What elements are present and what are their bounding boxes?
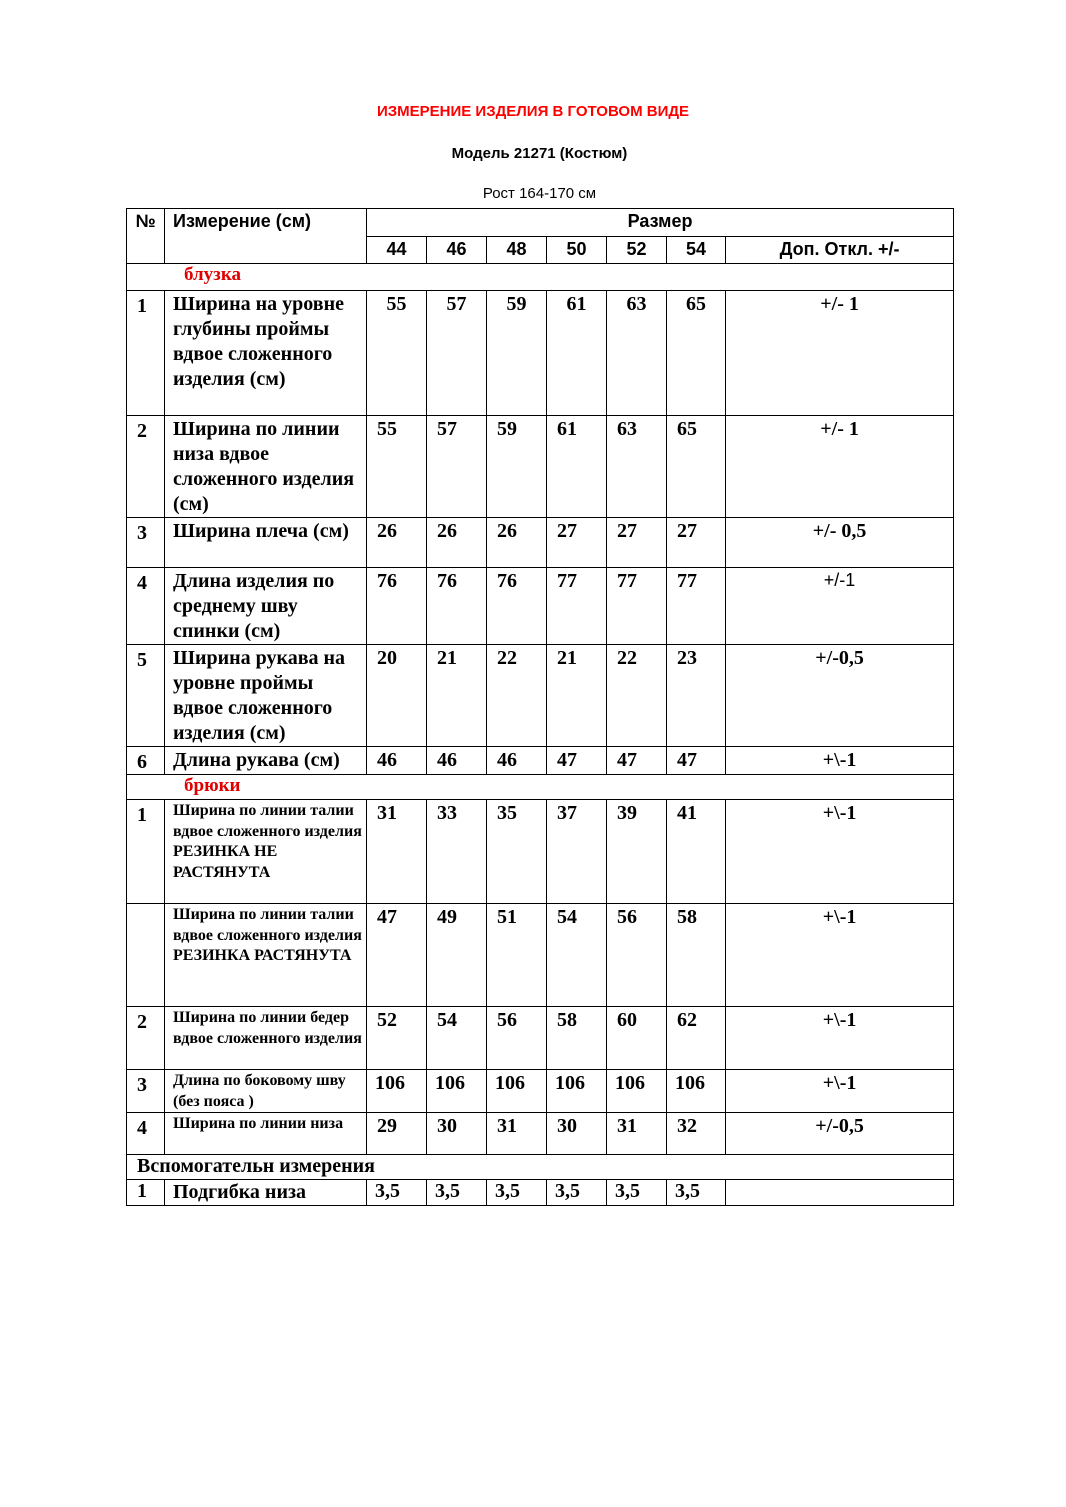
- row-number: 4: [127, 568, 165, 645]
- auxiliary-title: Вспомогательн измерения: [127, 1155, 954, 1180]
- table-row: [127, 645, 954, 747]
- row-tolerance: +\-1: [726, 800, 954, 904]
- row-value: 76: [427, 568, 487, 645]
- row-value: 59: [487, 416, 547, 518]
- row-value: 46: [367, 747, 427, 775]
- size-header: 52: [607, 237, 667, 264]
- document-title: ИЗМЕРЕНИЕ ИЗДЕЛИЯ В ГОТОВОМ ВИДЕ: [376, 103, 690, 120]
- col-num-header: №: [127, 209, 165, 264]
- row-value: 60: [607, 1007, 667, 1070]
- row-tolerance: +\-1: [726, 747, 954, 775]
- row-value: 63: [607, 416, 667, 518]
- row-value: 62: [667, 1007, 726, 1070]
- row-value: 3,5: [547, 1180, 607, 1206]
- row-value: 52: [367, 1007, 427, 1070]
- row-number: 6: [127, 747, 165, 775]
- row-label: Ширина по линии талии вдвое сложенного изделия РЕЗИНКА РАСТЯНУТА: [165, 904, 367, 1007]
- row-tolerance: +/- 1: [726, 291, 954, 416]
- row-value: 106: [427, 1070, 487, 1113]
- row-value: 58: [547, 1007, 607, 1070]
- row-value: 26: [367, 518, 427, 568]
- row-tolerance: +/- 0,5: [726, 518, 954, 568]
- size-header: 48: [487, 237, 547, 264]
- row-tolerance: +\-1: [726, 1070, 954, 1113]
- row-value: 3,5: [427, 1180, 487, 1206]
- tolerance-header: Доп. Откл. +/-: [726, 237, 954, 264]
- row-number: 1: [127, 800, 165, 904]
- row-label: Ширина по линии талии вдвое сложенного изделия РЕЗИНКА НЕ РАСТЯНУТА: [165, 800, 367, 904]
- row-tolerance: +/-0,5: [726, 645, 954, 747]
- row-tolerance: +/- 1: [726, 416, 954, 518]
- row-value: 21: [427, 645, 487, 747]
- row-value: 23: [667, 645, 726, 747]
- row-number: 2: [127, 1007, 165, 1070]
- size-header: 44: [367, 237, 427, 264]
- section-row: [127, 775, 954, 800]
- row-value: 3,5: [667, 1180, 726, 1206]
- row-value: 77: [667, 568, 726, 645]
- row-value: 22: [607, 645, 667, 747]
- row-number: 1: [127, 1180, 165, 1206]
- row-value: 65: [667, 291, 726, 416]
- row-value: 30: [427, 1113, 487, 1155]
- header-row-1: [127, 209, 954, 237]
- row-value: 31: [367, 800, 427, 904]
- row-value: 3,5: [367, 1180, 427, 1206]
- row-value: 77: [547, 568, 607, 645]
- row-value: 106: [667, 1070, 726, 1113]
- row-value: 77: [607, 568, 667, 645]
- table-row: [127, 291, 954, 416]
- row-value: 3,5: [487, 1180, 547, 1206]
- row-value: 76: [487, 568, 547, 645]
- row-value: 20: [367, 645, 427, 747]
- row-value: 31: [607, 1113, 667, 1155]
- row-value: 56: [607, 904, 667, 1007]
- table-row: [127, 800, 954, 904]
- row-value: 55: [367, 416, 427, 518]
- row-value: 76: [367, 568, 427, 645]
- row-value: 30: [547, 1113, 607, 1155]
- row-value: 27: [607, 518, 667, 568]
- row-number: [127, 904, 165, 1007]
- row-tolerance: +/-0,5: [726, 1113, 954, 1155]
- row-number: 5: [127, 645, 165, 747]
- row-tolerance: +/-1: [726, 568, 954, 645]
- row-value: 61: [547, 416, 607, 518]
- row-value: 31: [487, 1113, 547, 1155]
- row-value: 46: [427, 747, 487, 775]
- row-value: 106: [607, 1070, 667, 1113]
- row-value: 47: [607, 747, 667, 775]
- row-value: 27: [667, 518, 726, 568]
- row-value: 21: [547, 645, 607, 747]
- table-row: [127, 1180, 954, 1206]
- row-number: 1: [127, 291, 165, 416]
- row-label: Ширина по линии бедер вдвое сложенного изделия: [165, 1007, 367, 1070]
- table-row: [127, 416, 954, 518]
- table-row: [127, 1007, 954, 1070]
- row-value: 47: [667, 747, 726, 775]
- row-value: 26: [427, 518, 487, 568]
- table-row: [127, 1070, 954, 1113]
- row-value: 35: [487, 800, 547, 904]
- row-value: 46: [487, 747, 547, 775]
- table-row: [127, 1113, 954, 1155]
- section-title: брюки: [127, 775, 954, 800]
- row-tolerance: +\-1: [726, 1007, 954, 1070]
- row-value: 59: [487, 291, 547, 416]
- row-label: Ширина по линии низа вдвое сложенного изделия (см): [165, 416, 367, 518]
- row-label: Подгибка низа: [165, 1180, 367, 1206]
- size-header: 54: [667, 237, 726, 264]
- row-label: Ширина плеча (см): [165, 518, 367, 568]
- table-row: [127, 747, 954, 775]
- table-row: [127, 568, 954, 645]
- row-label: Ширина рукава на уровне проймы вдвое сложенного изделия (см): [165, 645, 367, 747]
- row-value: 47: [547, 747, 607, 775]
- size-header: 50: [547, 237, 607, 264]
- row-value: 54: [427, 1007, 487, 1070]
- row-label: Длина по боковому шву (без пояса ): [165, 1070, 367, 1113]
- table-row: [127, 518, 954, 568]
- row-value: 3,5: [607, 1180, 667, 1206]
- row-value: 61: [547, 291, 607, 416]
- row-number: 2: [127, 416, 165, 518]
- row-value: 51: [487, 904, 547, 1007]
- auxiliary-title-row: [127, 1155, 954, 1180]
- row-value: 58: [667, 904, 726, 1007]
- row-value: 33: [427, 800, 487, 904]
- col-measure-header: Измерение (см): [165, 209, 367, 264]
- row-label: Длина изделия по среднему шву спинки (см): [165, 568, 367, 645]
- row-value: 55: [367, 291, 427, 416]
- row-tolerance: [726, 1180, 954, 1206]
- row-value: 106: [547, 1070, 607, 1113]
- size-header: 46: [427, 237, 487, 264]
- row-value: 41: [667, 800, 726, 904]
- row-value: 39: [607, 800, 667, 904]
- row-value: 32: [667, 1113, 726, 1155]
- row-number: 3: [127, 1070, 165, 1113]
- row-label: Ширина по линии низа: [165, 1113, 367, 1155]
- row-value: 57: [427, 291, 487, 416]
- row-value: 65: [667, 416, 726, 518]
- row-value: 22: [487, 645, 547, 747]
- row-tolerance: +\-1: [726, 904, 954, 1007]
- row-value: 27: [547, 518, 607, 568]
- row-value: 57: [427, 416, 487, 518]
- row-value: 37: [547, 800, 607, 904]
- row-number: 4: [127, 1113, 165, 1155]
- row-value: 63: [607, 291, 667, 416]
- row-value: 49: [427, 904, 487, 1007]
- section-row: [127, 264, 954, 291]
- row-value: 47: [367, 904, 427, 1007]
- height-range: Рост 164-170 см: [482, 185, 597, 202]
- row-label: Длина рукава (см): [165, 747, 367, 775]
- row-value: 29: [367, 1113, 427, 1155]
- row-value: 106: [487, 1070, 547, 1113]
- row-value: 26: [487, 518, 547, 568]
- row-value: 56: [487, 1007, 547, 1070]
- table-row: [127, 904, 954, 1007]
- row-value: 106: [367, 1070, 427, 1113]
- row-value: 54: [547, 904, 607, 1007]
- measurement-table: [126, 208, 954, 1206]
- row-number: 3: [127, 518, 165, 568]
- row-label: Ширина на уровне глубины проймы вдвое сложенного изделия (см): [165, 291, 367, 416]
- section-title: блузка: [127, 264, 954, 291]
- col-size-header: Размер: [367, 209, 954, 237]
- model-name: Модель 21271 (Костюм): [451, 145, 628, 162]
